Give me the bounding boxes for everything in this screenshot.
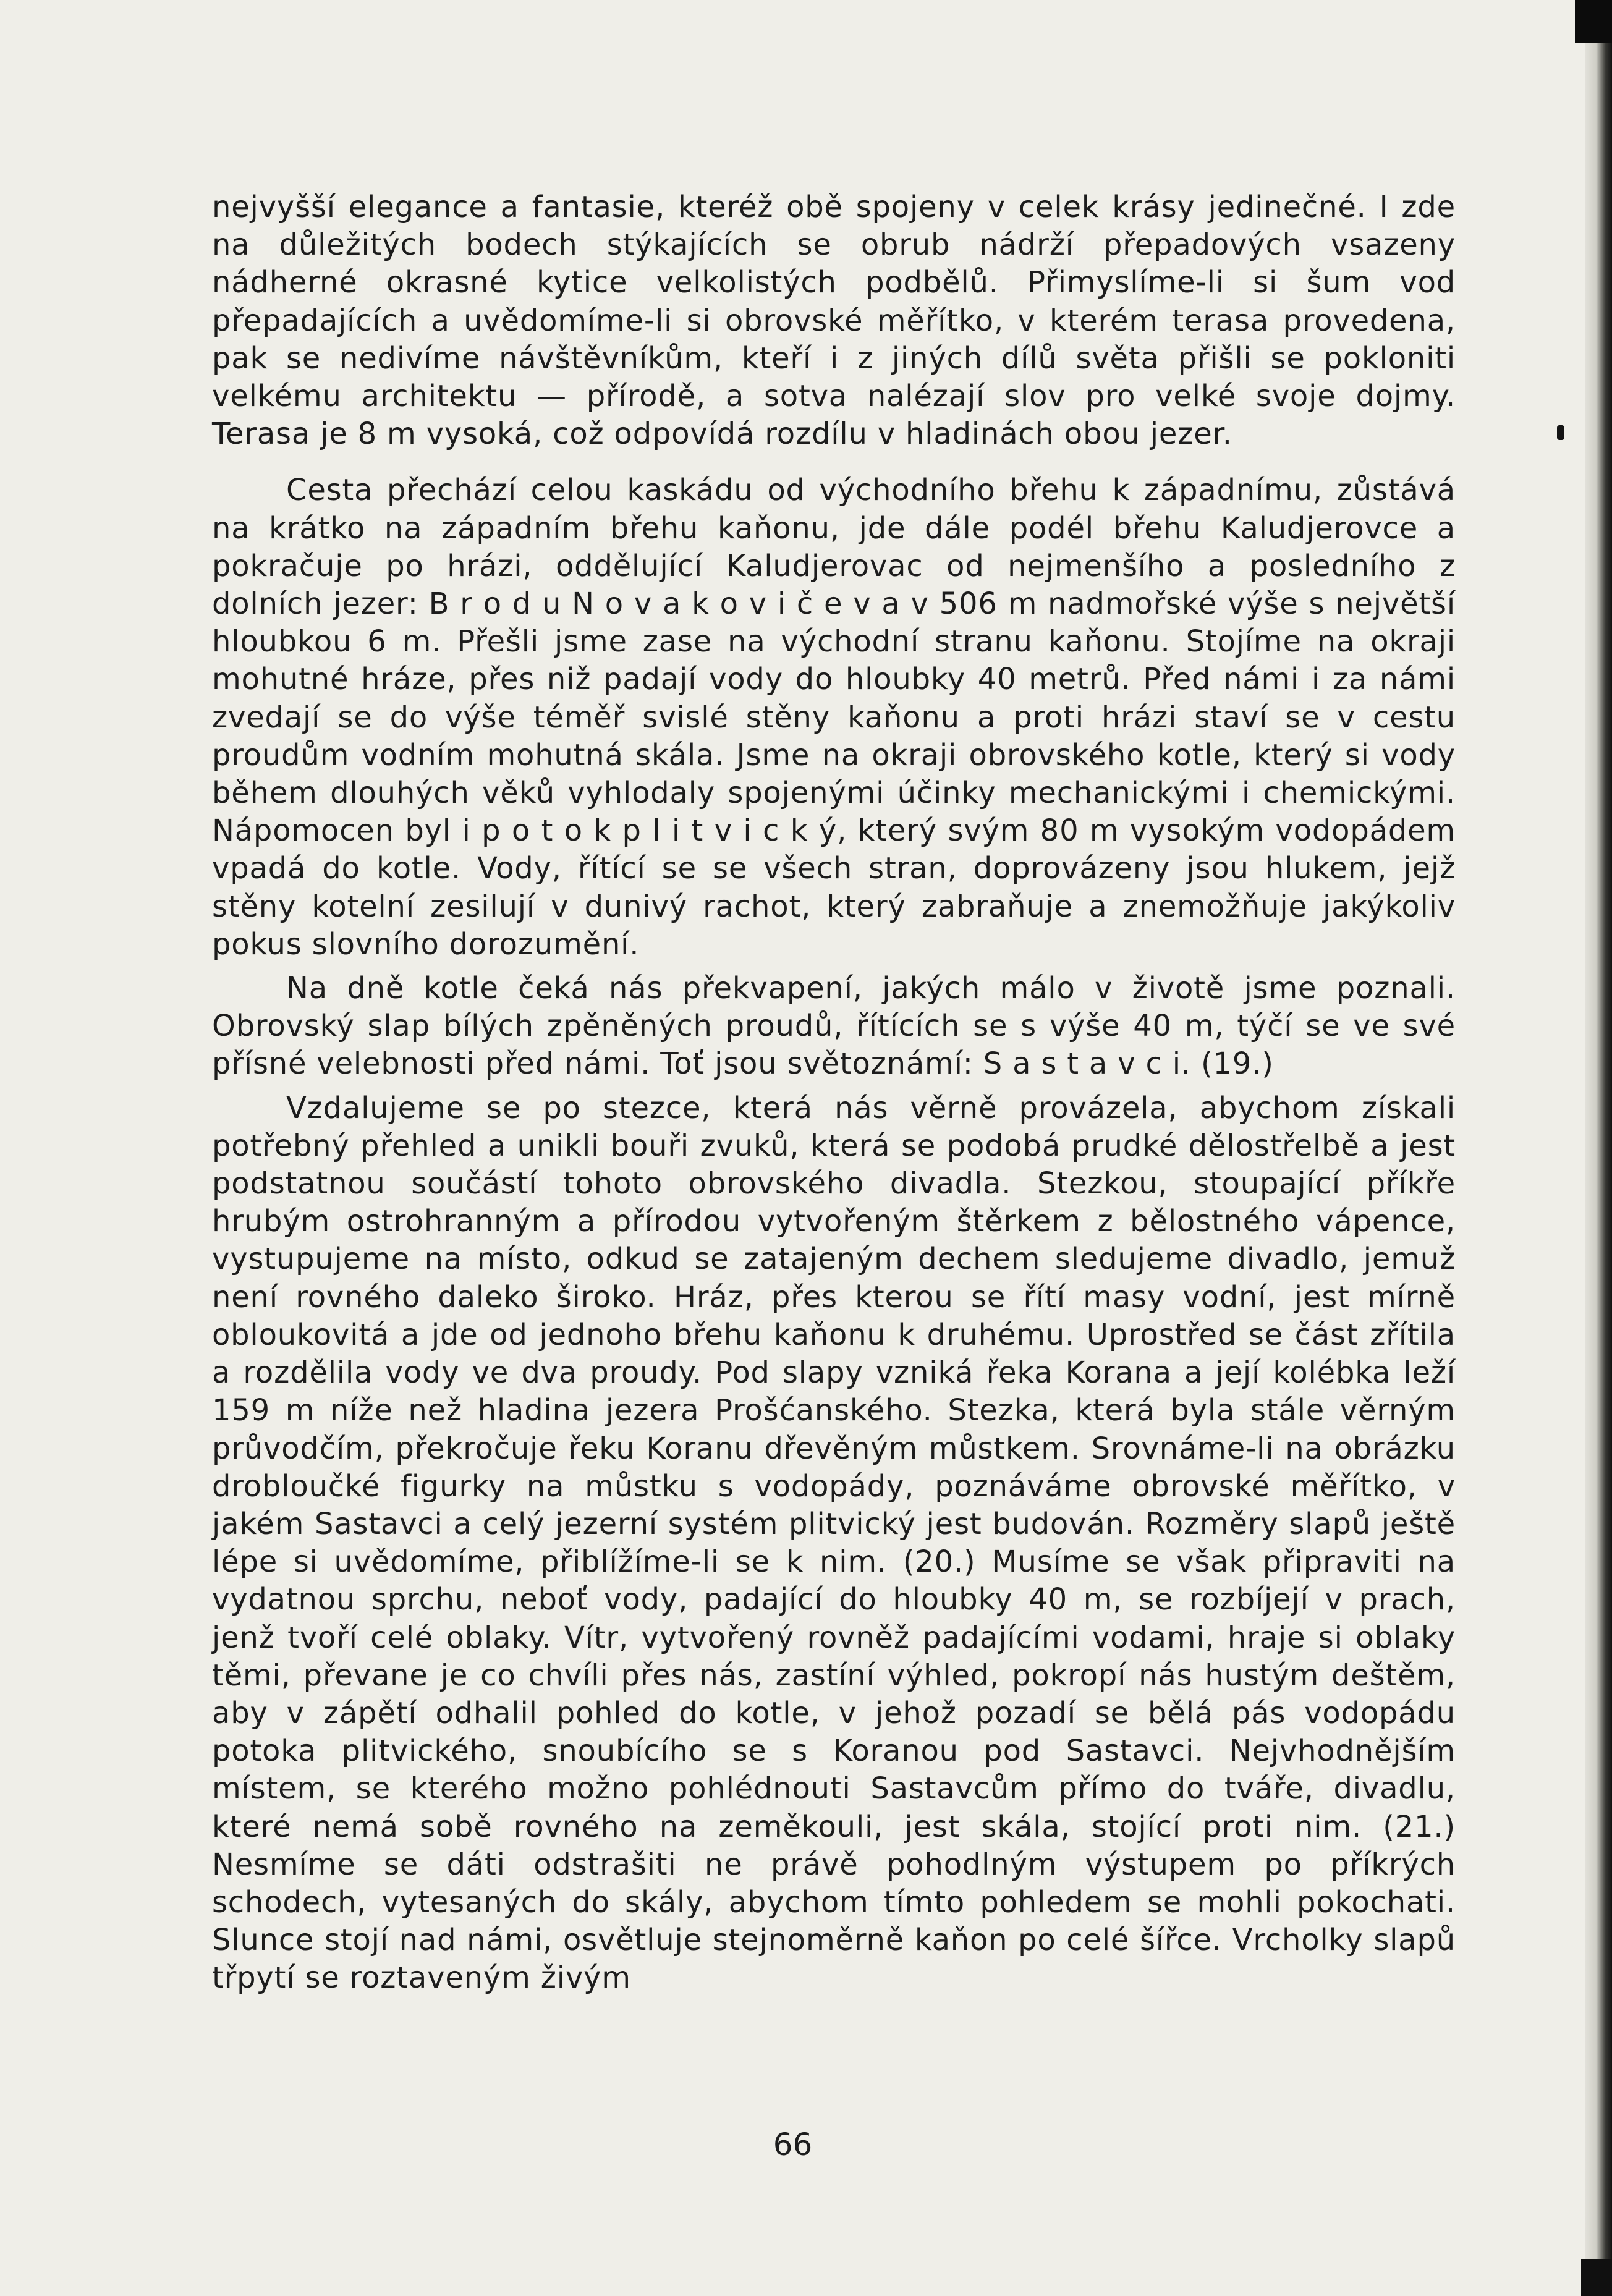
paragraph-1: nejvyšší elegance a fantasie, kteréž obě spojeny v celek krásy jedinečné. I zde na důležitých bodech stýkajících se obrub nádrží přepadových vsazeny nádherné okrasné kytice velkolistých podbělů. Přimyslíme-li si šum vod přepadajících a uvědomíme-li si obrovské měřítko, v kterém terasa provedena, pak se nedivíme návštěvníkům, kteří i z jiných dílů světa přišli se pokloniti velkému architektu — přírodě, a sotva nalézají slov pro velké svoje dojmy. Terasa je 8 m vysoká, což odpovídá rozdílu v hladinách obou jezer. (212, 190, 1456, 452)
body-text (212, 189, 1456, 1997)
margin-mark-icon (1557, 425, 1564, 440)
binding-shadow-bottom (1581, 2259, 1612, 2296)
book-binding-edge (1585, 0, 1612, 2296)
paragraph-3: Na dně kotle čeká nás překvapení, jakých málo v životě jsme poznali. Obrovský slap bílých zpěněných proudů, řítících se s výše 40 m, týčí se ve své přísné velebnosti před námi. Toť jsou světoznámí: S a s t a v c i. (19.) (212, 971, 1456, 1082)
page-number: 66 (773, 2127, 813, 2163)
binding-shadow-top (1575, 0, 1612, 43)
paragraph-4: Vzdalujeme se po stezce, která nás věrně provázela, abychom získali potřebný přehled a unikli bouři zvuků, která se podobá prudké dělostřelbě a jest podstatnou součástí tohoto obrovského divadla. Stezkou, stoupající příkře hrubým ostrohranným a přírodou vytvořeným štěrkem z bělostného vápence, vystupujeme na místo, odkud se zatajeným dechem sledujeme divadlo, jemuž není rovného daleko široko. Hráz, přes kterou se řítí masy vodní, jest mírně obloukovitá a jde od jednoho břehu kaňonu k druhému. Uprostřed se část zřítila a rozdělila vody ve dva proudy. Pod slapy vzniká řeka Korana a její kolébka leží 159 m níže než hladina jezera Prošćanského. Stezka, která byla stále věrným průvodčím, překročuje řeku Koranu dřevěným můstkem. Srovnáme-li na obrázku drobloučké figurky na můstku s vodopády, poznáváme obrovské měřítko, v jakém Sastavci a celý jezerní systém plitvický jest budován. Rozměry slapů ještě lépe si uvědomíme, přiblížíme-li se k nim. (20.) Musíme se však připraviti na vydatnou sprchu, neboť vody, padající do hloubky 40 m, se rozbíjejí v prach, jenž tvoří celé oblaky. Vítr, vytvořený rovněž padajícími vodami, hraje si oblaky těmi, převane je co chvíli přes nás, zastíní výhled, pokropí nás hustým deštěm, aby v zápětí odhalil pohled do kotle, v jehož pozadí se bělá pás vodopádu potoka plitvického, snoubícího se s Koranou pod Sastavci. Nejvhodnějším místem, se kterého možno pohlédnouti Sastavcům přímo do tváře, divadlu, které nemá sobě rovného na zeměkouli, jest skála, stojící proti nim. (21.) Nesmíme se dáti odstrašiti ne právě pohodlným výstupem po příkrých schodech, vytesaných do skály, abychom tímto pohledem se mohli pokochati. Slunce stojí nad námi, osvětluje stejnoměrně kaňon po celé šířce. Vrcholky slapů třpytí se roztaveným živým (212, 1090, 1456, 1996)
paragraph-2: Cesta přechází celou kaskádu od východního břehu k západnímu, zůstává na krátko na západním břehu kaňonu, jde dále podél břehu Kaludjerovce a pokračuje po hrázi, oddělující Kaludjerovac od nejmenšího a posledního z dolních jezer: B r o d u N o v a k o v i č e v a v 506 m nadmořské výše s největší hloubkou 6 m. Přešli jsme zase na východní stranu kaňonu. Stojíme na okraji mohutné hráze, přes niž padají vody do hloubky 40 metrů. Před námi i za námi zvedají se do výše téměř svislé stěny kaňonu a proti hrázi staví se v cestu proudům vodním mohutná skála. Jsme na okraji obrovského kotle, který si vody během dlouhých věků vyhlodaly spojenými účinky mechanickými i chemickými. Nápomocen byl i p o t o k p l i t v i c k ý, který svým 80 m vysokým vodopádem vpadá do kotle. Vody, řítící se se všech stran, doprovázeny jsou hlukem, jejž stěny kotelní zesilují v dunivý rachot, který zabraňuje a znemožňuje jakýkoliv pokus slovního dorozumění. (212, 473, 1456, 962)
